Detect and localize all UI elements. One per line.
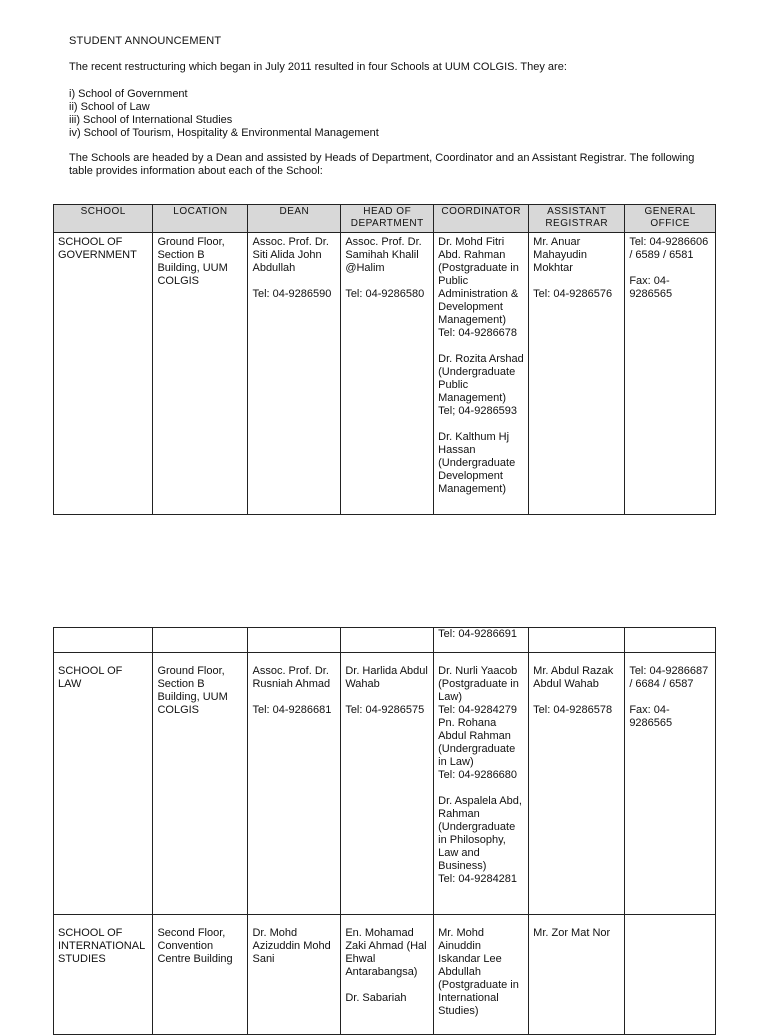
dean-name: Assoc. Prof. Dr. Rusniah Ahmad <box>252 665 331 690</box>
hod-name: Dr. Sabariah <box>345 992 407 1004</box>
coordinator-name: Pn. Rohana Abdul Rahman (Undergraduate in Law) <box>438 717 516 768</box>
hod-cell <box>341 233 434 515</box>
header-coordinator: COORDINATOR <box>434 205 529 233</box>
location-cell <box>153 653 248 915</box>
office-cell <box>625 915 716 1035</box>
announcement-title: STUDENT ANNOUNCEMENT <box>69 35 222 47</box>
table-row <box>54 233 716 515</box>
school-name: SCHOOL OF INTERNATIONAL STUDIES <box>58 927 145 965</box>
office-cell <box>625 653 716 915</box>
registrar-cell <box>529 915 625 1035</box>
empty-cell <box>153 628 248 653</box>
coordinator-name: Dr. Rozita Arshad (Undergraduate Public Management) <box>438 353 524 404</box>
dean-cell <box>248 915 341 1035</box>
coordinator-entry <box>438 717 524 782</box>
empty-cell <box>529 628 625 653</box>
hod-tel: Tel: 04-9286575 <box>345 704 425 716</box>
dean-name: Dr. Mohd Azizuddin Mohd Sani <box>252 927 331 965</box>
coordinator-tel: Tel: 04-9286680 <box>438 769 518 781</box>
table-header-row <box>54 205 716 233</box>
registrar-name: Mr. Abdul Razak Abdul Wahab <box>533 665 614 690</box>
description-paragraph: The Schools are headed by a Dean and assisted by Heads of Department, Coordinator and an Assistant Registrar. The following table provides information about each of the School: <box>69 152 695 177</box>
schools-list <box>69 88 379 140</box>
dean-name: Assoc. Prof. Dr. Siti Alida John Abdullah <box>252 236 329 274</box>
coordinator-cell <box>434 233 529 515</box>
location-text: Second Floor, Convention Centre Building <box>157 927 233 965</box>
school-cell <box>54 915 153 1035</box>
school-cell <box>54 653 153 915</box>
office-tel: Tel: 04-9286606 / 6589 / 6581 <box>629 236 709 261</box>
school-cell <box>54 233 153 515</box>
registrar-cell <box>529 233 625 515</box>
registrar-name: Mr. Anuar Mahayudin Mokhtar <box>533 236 587 274</box>
list-item: i) School of Government <box>69 88 188 100</box>
table-row <box>54 628 716 653</box>
dean-cell <box>248 233 341 515</box>
header-school: SCHOOL <box>54 205 153 233</box>
intro-text: The recent restructuring which began in July 2011 resulted in four Schools at UUM COLGIS. They are: <box>69 61 567 73</box>
coordinator-entry <box>438 795 524 886</box>
hod-cell <box>341 915 434 1035</box>
registrar-cell <box>529 653 625 915</box>
empty-cell <box>625 628 716 653</box>
location-text: Ground Floor, Section B Building, UUM COLGIS <box>157 236 228 287</box>
hod-cell <box>341 653 434 915</box>
coordinator-entry <box>438 236 524 340</box>
office-fax: Fax: 04-9286565 <box>629 704 673 729</box>
dean-tel: Tel: 04-9286681 <box>252 704 332 716</box>
dean-cell <box>248 653 341 915</box>
office-cell <box>625 233 716 515</box>
header-location: LOCATION <box>153 205 248 233</box>
header-assistant-registrar: ASSISTANT REGISTRAR <box>529 205 625 233</box>
school-name: SCHOOL OF GOVERNMENT <box>58 236 137 261</box>
hod-name: En. Mohamad Zaki Ahmad (Hal Ehwal Antarabangsa) <box>345 927 427 978</box>
office-fax: Fax: 04-9286565 <box>629 275 673 300</box>
coordinator-name: Dr. Mohd Fitri Abd. Rahman (Postgraduate in Public Administration & Development Management) <box>438 236 519 326</box>
hod-name: Dr. Harlida Abdul Wahab <box>345 665 428 690</box>
hod-tel: Tel: 04-9286580 <box>345 288 425 300</box>
location-cell <box>153 233 248 515</box>
header-head-of-department: HEAD OF DEPARTMENT <box>341 205 434 233</box>
coordinator-cell <box>434 915 529 1035</box>
coordinator-cell <box>434 628 529 653</box>
coordinator-tel: Tel; 04-9286593 <box>438 405 518 417</box>
coordinator-tel: Tel: 04-9286678 <box>438 327 518 339</box>
coordinator-name: Mr. Mohd Ainuddin Iskandar Lee Abdullah (Postgraduate in International Studies) <box>438 927 519 1017</box>
empty-cell <box>341 628 434 653</box>
list-item: iii) School of International Studies <box>69 114 233 126</box>
coordinator-tel: Tel: 04-9284281 <box>438 873 518 885</box>
office-tel: Tel: 04-9286687 / 6684 / 6587 <box>629 665 709 690</box>
coordinator-name: Dr. Nurli Yaacob (Postgraduate in Law) <box>438 665 519 703</box>
empty-cell <box>54 628 153 653</box>
coordinator-tel: Tel: 04-9286691 <box>438 628 518 640</box>
schools-table-part-2 <box>53 627 716 1035</box>
coordinator-tel: Tel: 04-9284279 <box>438 704 518 716</box>
header-general-office: GENERAL OFFICE <box>625 205 716 233</box>
schools-table-part-1 <box>53 204 716 515</box>
location-text: Ground Floor, Section B Building, UUM COLGIS <box>157 665 228 716</box>
coordinator-entry <box>438 665 524 717</box>
registrar-tel: Tel: 04-9286576 <box>533 288 613 300</box>
coordinator-name: Dr. Aspalela Abd, Rahman (Undergraduate in Philosophy, Law and Business) <box>438 795 522 872</box>
empty-cell <box>248 628 341 653</box>
registrar-name: Mr. Zor Mat Nor <box>533 927 611 939</box>
header-dean: DEAN <box>248 205 341 233</box>
coordinator-cell <box>434 653 529 915</box>
table-row <box>54 915 716 1035</box>
dean-tel: Tel: 04-9286590 <box>252 288 332 300</box>
location-cell <box>153 915 248 1035</box>
registrar-tel: Tel: 04-9286578 <box>533 704 613 716</box>
list-item: iv) School of Tourism, Hospitality & Environmental Management <box>69 127 379 139</box>
list-item: ii) School of Law <box>69 101 150 113</box>
coordinator-entry <box>438 353 524 418</box>
coordinator-name: Dr. Kalthum Hj Hassan (Undergraduate Development Management) <box>438 431 516 495</box>
table-row <box>54 653 716 915</box>
school-name: SCHOOL OF LAW <box>58 665 123 690</box>
hod-name: Assoc. Prof. Dr. Samihah Khalil @Halim <box>345 236 422 274</box>
coordinator-entry <box>438 431 524 496</box>
